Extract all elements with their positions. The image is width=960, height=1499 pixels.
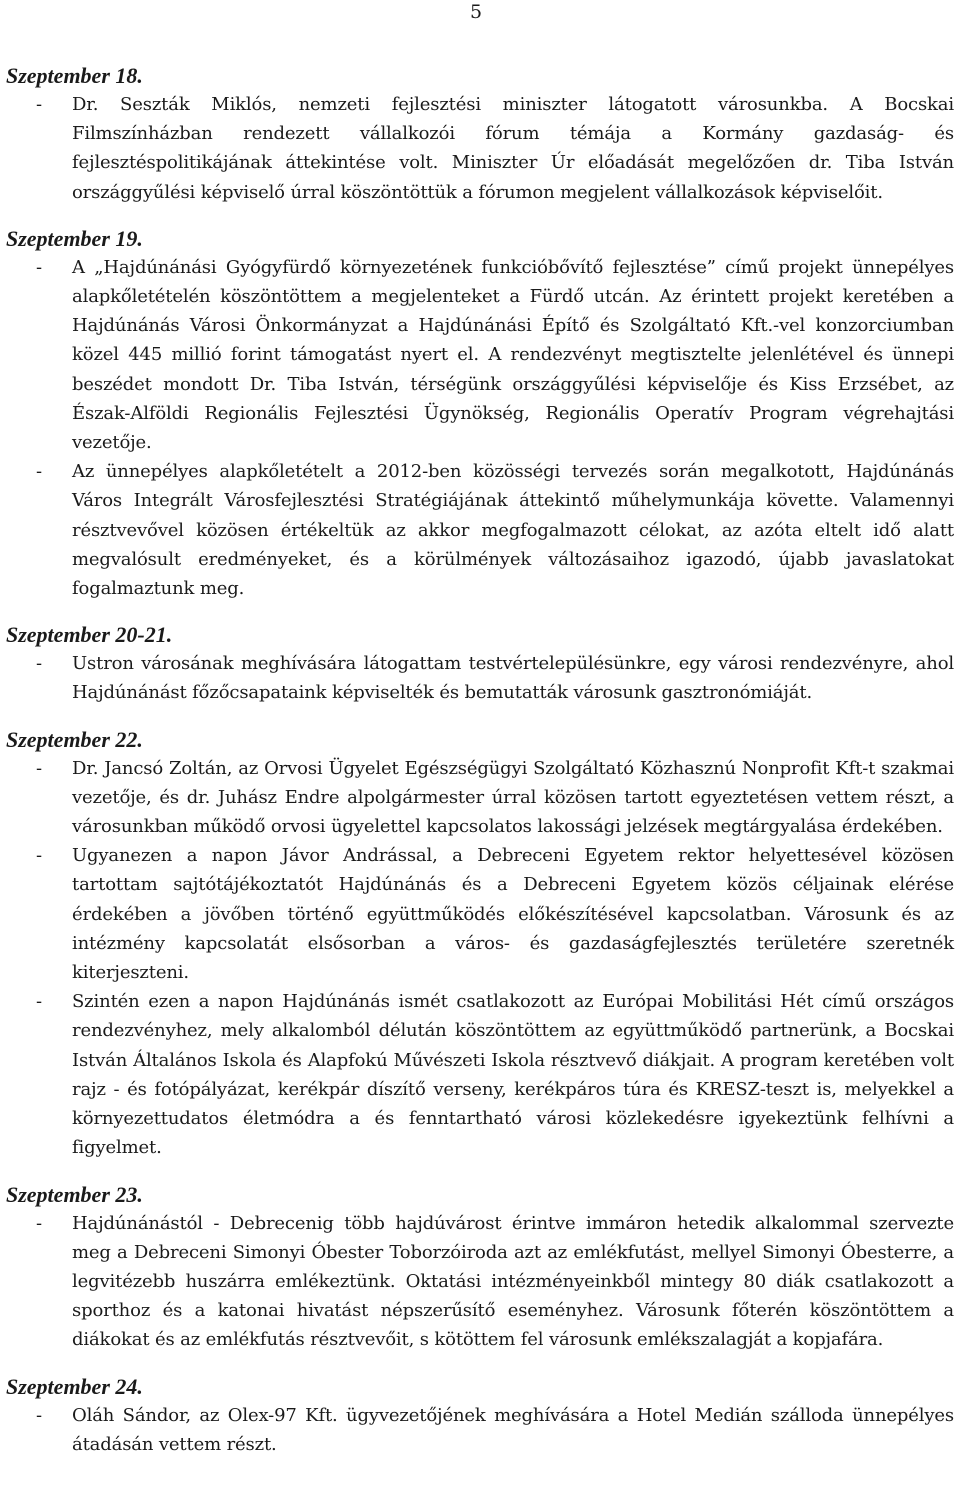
item-text: Ustron városának meghívására látogattam testvértelepülésünkre, egy városi rendezvényre, ahol Hajdúnánást főzőcsapataink képviselték és bemutatták városunk gasztronómiáját. <box>72 653 954 704</box>
list-item <box>6 987 956 1162</box>
section-heading: Szeptember 24. <box>6 1373 143 1399</box>
document-body <box>6 62 956 1477</box>
list-item <box>6 841 956 987</box>
dash-bullet: - <box>36 757 42 779</box>
item-text: Hajdúnánástól - Debrecenig több hajdúvárost érintve immáron hetedik alkalommal szervezte meg a Debreceni Simonyi Óbester Toborzóiroda azt az emlékfutást, mellyel Simonyi Óbesterre, a legvitézebb huszárra emlékeztünk. Oktatási intézményeinkből mintegy 80 diák csatlakozott a sporthoz és a katonai hivatást népszerűsítő eseményhez. Városunk főterén köszöntöttem a diákokat és az emlékfutás résztvevőit, s kötöttem fel városunk emlékszalagját a kopjafára. <box>72 1212 954 1351</box>
dash-bullet: - <box>36 1404 42 1426</box>
section-sept-20-21 <box>6 621 956 707</box>
item-text: Szintén ezen a napon Hajdúnánás ismét csatlakozott az Európai Mobilitási Hét című országos rendezvényhez, mely alkalomból délután köszöntöttem az együttműködő partnerünk, a Bocskai István Általános Iskola és Alapfokú Művészeti Iskola résztvevő diákjait. A program keretében volt rajz - és fotópályázat, kerékpár díszítő verseny, kerékpáros túra és KRESZ-teszt is, melyekkel a környezettudatos életmódra a és fenntartható városi közlekedésre igyekeztünk felhívni a figyelmet. <box>72 991 954 1159</box>
dash-bullet: - <box>36 653 42 675</box>
item-text: A „Hajdúnánási Gyógyfürdő környezetének funkcióbővítő fejlesztése” című projekt ünnepélyes alapkőletételén köszöntöttem a megjelenteket a Fürdő utcán. Az érintett projekt keretében a Hajdúnánás Városi Önkormányzat a Hajdúnánási Építő és Szolgáltató Kft.-vel konzorciumban közel 445 millió forint támogatást nyert el. A rendezvényt megtisztelte jelenlétével és ünnepi beszédet mondott Dr. Tiba István, térségünk országgyűlési képviselője és Kiss Erzsébet, az Észak-Alföldi Regionális Fejlesztési Ügynökség, Regionális Operatív Program végrehajtási vezetője. <box>72 256 954 454</box>
dash-bullet: - <box>36 461 42 483</box>
item-text: Oláh Sándor, az Olex-97 Kft. ügyvezetőjének meghívására a Hotel Medián szálloda ünnepélyes átadásán vettem részt. <box>72 1404 954 1455</box>
item-text: Az ünnepélyes alapkőletételt a 2012-ben közösségi tervezés során megalkotott, Hajdúnánás Város Integrált Városfejlesztési Stratégiájának áttekintő műhelymunkája követte. Valamennyi résztvevővel közösen értékeltük az akkor megfogalmazott célokat, az azóta eltelt idő alatt megvalósult eredményeket, és a körülmények változásaihoz igazodó, újabb javaslatokat fogalmaztunk meg. <box>72 461 954 600</box>
list-item <box>6 754 956 842</box>
dash-bullet: - <box>36 1212 42 1234</box>
section-heading: Szeptember 18. <box>6 63 143 88</box>
section-heading: Szeptember 19. <box>6 225 143 251</box>
list-item <box>6 649 956 707</box>
page-number: 5 <box>470 1 483 23</box>
list-item <box>6 1209 956 1355</box>
list-item <box>6 457 956 603</box>
section-sept-18 <box>6 62 956 207</box>
section-sept-24 <box>6 1373 956 1459</box>
dash-bullet: - <box>36 94 42 115</box>
list-item <box>6 1401 956 1459</box>
section-heading: Szeptember 22. <box>6 726 143 752</box>
list-item <box>6 253 956 457</box>
dash-bullet: - <box>36 991 42 1013</box>
dash-bullet: - <box>36 845 42 867</box>
item-text: Dr. Seszták Miklós, nemzeti fejlesztési miniszter látogatott városunkba. A Bocskai Filmszínházban rendezett vállalkozói fórum témája a Kormány gazdaság- és fejlesztéspolitikájának áttekintése volt. Miniszter Úr előadását megelőzően dr. Tiba István országgyűlési képviselő úrral köszöntöttük a fórumon megjelent vállalkozások képviselőit. <box>72 94 954 203</box>
section-sept-23 <box>6 1181 956 1355</box>
item-text: Ugyanezen a napon Jávor Andrással, a Debreceni Egyetem rektor helyettesével közösen tartottam sajtótájékoztatót Hajdúnánás és a Debreceni Egyetem közös céljainak elérése érdekében a jövőben történő együttműködés előkészítésével kapcsolatban. Városunk és az intézmény kapcsolatát elsősorban a város- és gazdaságfejlesztés területére szeretnék kiterjeszteni. <box>72 845 954 984</box>
dash-bullet: - <box>36 256 42 278</box>
section-sept-19 <box>6 225 956 603</box>
section-sept-22 <box>6 726 956 1163</box>
section-heading: Szeptember 23. <box>6 1181 143 1207</box>
section-heading: Szeptember 20-21. <box>6 622 173 648</box>
list-item <box>6 90 956 207</box>
item-text: Dr. Jancsó Zoltán, az Orvosi Ügyelet Egészségügyi Szolgáltató Közhasznú Nonprofit Kft-t szakmai vezetője, és dr. Juhász Endre alpolgármester úrral közösen tartott egyeztetésen vettem részt, a városunkban működő orvosi ügyelettel kapcsolatos lakossági jelzések megtárgyalása érdekében. <box>72 757 954 838</box>
